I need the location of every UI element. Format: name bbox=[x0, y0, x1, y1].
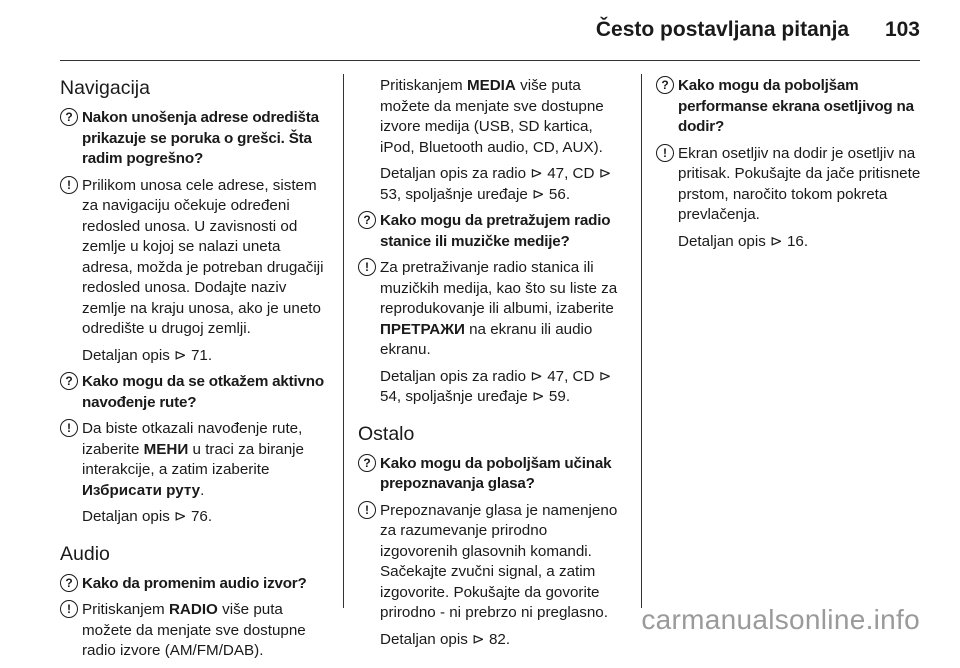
question-mark-icon: ? bbox=[60, 372, 78, 390]
question: ? Kako mogu da pretražujem radio stanice ili muzičke medije? bbox=[358, 211, 626, 252]
answer: ! Ekran osetljiv na dodir je osetljiv na pritisak. Pokušajte da jače pritisnete prstom, naročito tokom pokreta prevlačenja. bbox=[656, 144, 924, 226]
page-number: 103 bbox=[884, 18, 920, 41]
question: ? Kako mogu da se otkažem aktivno navođenje rute? bbox=[60, 372, 328, 413]
column-2 bbox=[358, 76, 626, 656]
question-mark-icon: ? bbox=[358, 211, 376, 229]
column-1 bbox=[60, 76, 328, 668]
question-mark-icon: ? bbox=[60, 574, 78, 592]
detail-reference: Detaljan opis za radio ⊳ 47, CD ⊳ 53, spoljašnje uređaje ⊳ 56. bbox=[380, 165, 612, 203]
question: ? Kako mogu da poboljšam učinak prepoznavanja glasa? bbox=[358, 454, 626, 495]
detail-reference: Detaljan opis za radio ⊳ 47, CD ⊳ 54, spoljašnje uređaje ⊳ 59. bbox=[380, 367, 612, 405]
exclamation-icon: ! bbox=[656, 144, 674, 162]
question-mark-icon: ? bbox=[60, 108, 78, 126]
section-heading-other: Ostalo bbox=[358, 422, 415, 445]
exclamation-icon: ! bbox=[60, 176, 78, 194]
answer: ! Pritiskanjem RADIO više puta možete da menjate sve dostupne radio izvore (AM/FM/DAB). bbox=[60, 600, 328, 662]
answer: ! Prilikom unosa cele adrese, sistem za navigaciju očekuje određeni redosled unosa. U zavisnosti od zemlje u kojoj se nalazi uneta adresa, možda je potreban drugačiji redosled unosa. Dodajte naziv zemlje na kraju unosa, ako je uneto odredište u drugoj zemlji. bbox=[60, 176, 328, 340]
answer-continued: Pritiskanjem MEDIA više puta možete da menjate sve dostupne izvore medija (USB, SD kartica, iPod, Bluetooth audio, CD, AUX). bbox=[380, 77, 604, 156]
watermark: carmanualsonline.info bbox=[641, 604, 920, 635]
exclamation-icon: ! bbox=[358, 258, 376, 276]
question: ? Nakon unošenja adrese odredišta prikazuje se poruka o grešci. Šta radim pogrešno? bbox=[60, 108, 328, 170]
column-3 bbox=[656, 76, 924, 258]
answer: ! Prepoznavanje glasa je namenjeno za razumevanje prirodno izgovorenih glasovnih komandi. Sačekajte zvučni signal, a zatim izgovorite. Pokušajte da govorite prirodno - ni prebrzo ni preglasno. bbox=[358, 501, 626, 624]
section-heading-navigation: Navigacija bbox=[60, 77, 150, 99]
question: ? Kako da promenim audio izvor? bbox=[60, 574, 328, 595]
detail-reference: Detaljan opis ⊳ 71. bbox=[82, 346, 213, 364]
exclamation-icon: ! bbox=[358, 501, 376, 519]
exclamation-icon: ! bbox=[60, 600, 78, 618]
section-heading-audio: Audio bbox=[60, 542, 110, 565]
question-mark-icon: ? bbox=[656, 76, 674, 94]
detail-reference: Detaljan opis ⊳ 76. bbox=[82, 508, 213, 525]
page-header bbox=[596, 18, 920, 42]
detail-reference: Detaljan opis ⊳ 16. bbox=[678, 232, 809, 250]
column-divider bbox=[641, 74, 642, 608]
question: ? Kako mogu da poboljšam performanse ekrana osetljivog na dodir? bbox=[656, 76, 924, 138]
column-divider bbox=[343, 74, 344, 608]
detail-reference: Detaljan opis ⊳ 82. bbox=[380, 630, 511, 648]
answer: ! Da biste otkazali navođenje rute, izaberite МЕНИ u traci za biranje interakcije, a zatim izaberite Избрисати руту. bbox=[60, 419, 328, 501]
header-rule bbox=[60, 60, 920, 61]
answer: ! Za pretraživanje radio stanica ili muzičkih medija, kao što su liste za reprodukovanje ili albumi, izaberite ПРЕТРАЖИ na ekranu ili audio ekranu. bbox=[358, 258, 626, 361]
exclamation-icon: ! bbox=[60, 419, 78, 437]
question-mark-icon: ? bbox=[358, 454, 376, 472]
page-title: Često postavljana pitanja bbox=[595, 18, 850, 41]
